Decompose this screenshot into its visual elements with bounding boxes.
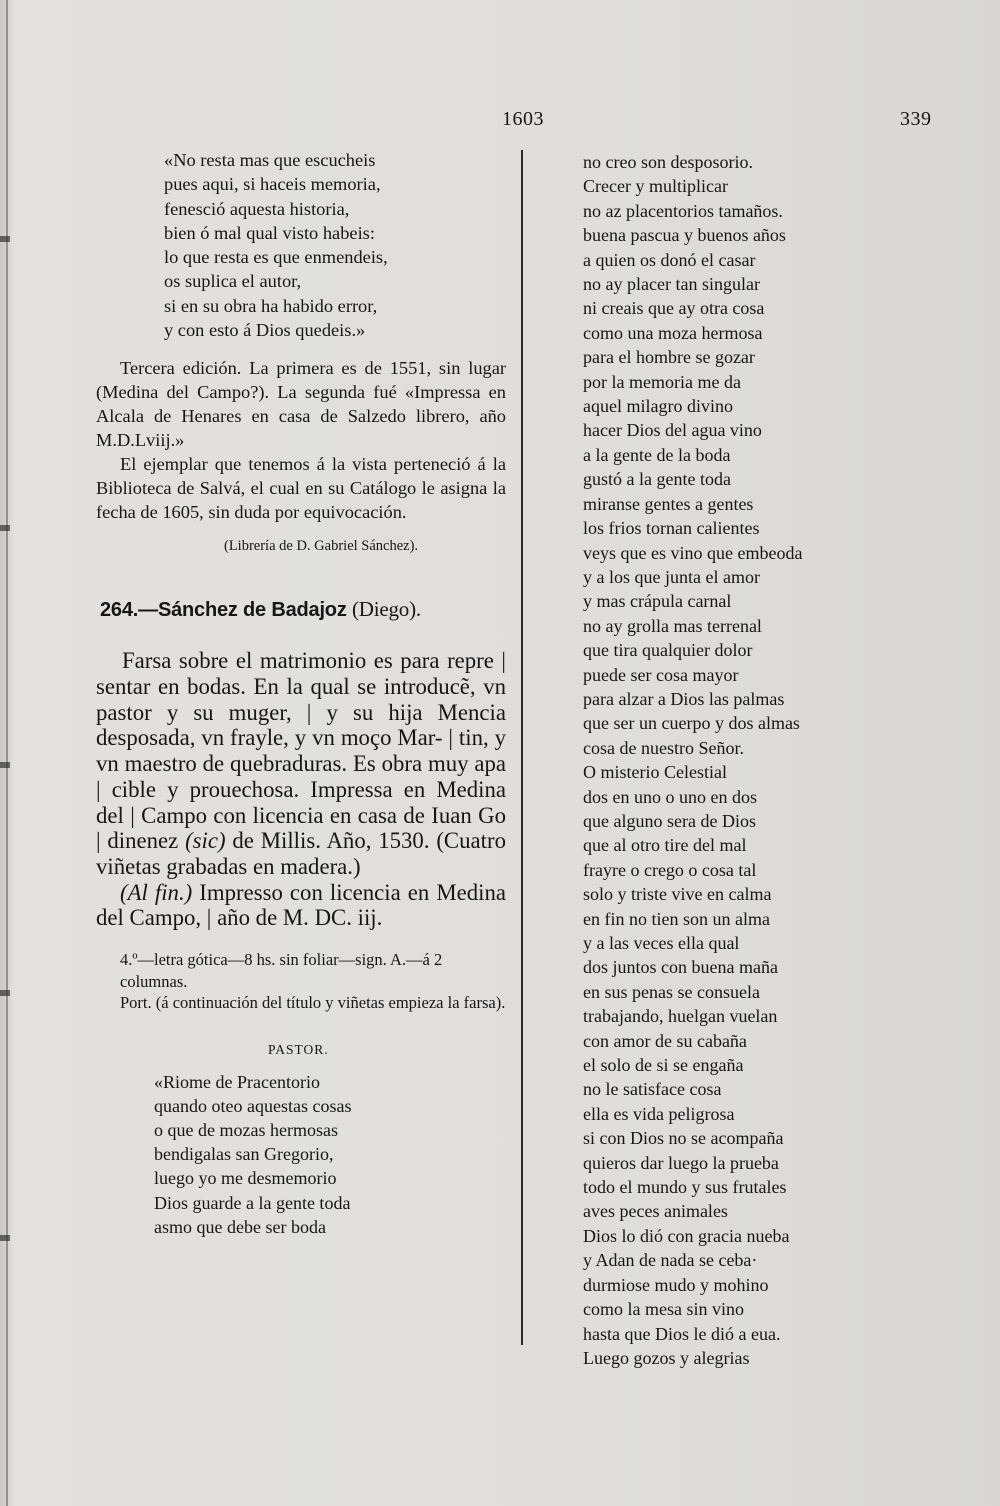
title-part-2: de Millis. Año, 1530. (Cuatro viñetas grabadas en madera.) xyxy=(96,828,506,879)
page-number: 339 xyxy=(900,108,932,130)
entry-author: —Sánchez de Badajoz xyxy=(138,599,347,622)
verse-line: en sus penas se consuela xyxy=(583,981,760,1002)
verse-line: dos en uno o uno en dos xyxy=(583,786,757,807)
verse-line: os suplica el autor, xyxy=(164,271,302,292)
verse-line: «No resta mas que escucheis xyxy=(164,150,376,170)
verse-line: durmiose mudo y mohino xyxy=(583,1274,769,1295)
verse-line: como una moza hermosa xyxy=(583,322,763,343)
verse-line: los frios tornan calientes xyxy=(583,518,760,539)
verse-line: no creo son desposorio. xyxy=(583,152,753,172)
colophon xyxy=(96,880,506,931)
verse-line: si en su obra ha habido error, xyxy=(164,295,378,316)
verse-line: y Adan de nada se ceba· xyxy=(583,1250,758,1271)
physical-description: 4.º—letra gótica—8 hs. sin foliar—sign. A.—á 2 columnas. xyxy=(120,950,443,991)
right-verse xyxy=(583,150,883,1370)
verse-line: solo y triste vive en calma xyxy=(583,884,772,905)
verse-line: trabajando, huelgan vuelan xyxy=(583,1006,778,1027)
verse-line: para alzar a Dios las palmas xyxy=(583,688,785,709)
verse-line: luego yo me desmemorio xyxy=(154,1168,337,1189)
copy-paragraph: El ejemplar que tenemos á la vista perteneció á la Biblioteca de Salvá, el cual en su Catálogo le asigna la fecha de 1605, sin duda por equivocación. xyxy=(96,454,506,523)
left-column xyxy=(96,148,506,1239)
verse-line: veys que es vino que embeoda xyxy=(583,542,803,563)
verse-line: que tira qualquier dolor xyxy=(583,640,753,661)
verse-line: buena pascua y buenos años xyxy=(583,225,786,246)
edition-paragraph: Tercera edición. La primera es de 1551, sin lugar (Medina del Campo?). La segunda fué «Impressa en Alcala de Henares en casa de Salzedo librero, año M.D.Lviij.» xyxy=(96,358,506,451)
verse-line: que al otro tire del mal xyxy=(583,835,747,856)
verse-line: puede ser cosa mayor xyxy=(583,664,739,685)
verse-line: no ay placer tan singular xyxy=(583,274,760,295)
verse-line: no az placentorios tamaños. xyxy=(583,200,783,221)
verse-line: en fin no tien son un alma xyxy=(583,908,770,929)
margin-mark xyxy=(0,762,10,768)
margin-mark xyxy=(0,1235,10,1241)
margin-mark xyxy=(0,236,10,242)
verse-line: o que de mozas hermosas xyxy=(154,1120,338,1141)
margin-mark xyxy=(0,990,10,996)
sic-note: (sic) xyxy=(185,828,226,854)
verse-line: quieros dar luego la prueba xyxy=(583,1152,779,1173)
verse-line: fenesció aquesta historia, xyxy=(164,198,350,219)
verse-line: a la gente de la boda xyxy=(583,444,731,465)
verse-line: cosa de nuestro Señor. xyxy=(583,737,744,758)
verse-line: dos juntos con buena maña xyxy=(583,957,778,978)
source-note: (Librería de D. Gabriel Sánchez). xyxy=(224,538,419,555)
verse-line: no ay grolla mas terrenal xyxy=(583,615,762,636)
verse-line: Luego gozos y alegrias xyxy=(583,1347,750,1368)
binding-edge xyxy=(6,0,8,1506)
right-column xyxy=(583,150,883,1370)
closing-verse xyxy=(154,1070,506,1239)
title-part-1: Farsa sobre el matrimonio es para repre | sentar en bodas. En la qual se introducẽ, vn pastor y su muger, | y su hija Mencia desposada, vn frayle, y vn moço Mar- | tin, y vn maestro de quebraduras. Es obra muy apa | cible y prouechosa. Impressa en Medina del | Campo con licencia en casa de Iuan Go | dinenez xyxy=(96,648,506,854)
verse-line: Dios lo dió con gracia nueba xyxy=(583,1225,790,1246)
verse-line: que ser un cuerpo y dos almas xyxy=(583,713,800,734)
verse-line: bien ó mal qual visto habeis: xyxy=(164,222,375,243)
colophon-text: Impresso con licencia en Medina del Campo, | año de M. DC. iij. xyxy=(96,879,506,931)
running-header-year: 1603 xyxy=(502,108,544,130)
verse-line: no le satisface cosa xyxy=(583,1079,722,1100)
verse-line: «Riome de Pracentorio xyxy=(154,1071,320,1092)
verse-line: O misterio Celestial xyxy=(583,762,727,783)
verse-line: si con Dios no se acompaña xyxy=(583,1128,784,1149)
verse-line: miranse gentes a gentes xyxy=(583,493,754,514)
verse-line: hasta que Dios le dió a eua. xyxy=(583,1323,781,1344)
title-page-note: Port. (á continuación del título y viñetas empieza la farsa). xyxy=(120,993,506,1013)
verse-line: Crecer y multiplicar xyxy=(583,176,728,197)
verse-line: asmo que debe ser boda xyxy=(154,1216,326,1237)
verse-line: Dios guarde a la gente toda xyxy=(154,1192,351,1213)
verse-line: que alguno sera de Dios xyxy=(583,810,756,831)
verse-line: gustó a la gente toda xyxy=(583,469,731,490)
margin-mark xyxy=(0,525,10,531)
verse-line: y a las veces ella qual xyxy=(583,933,740,953)
verse-line: a quien os donó el casar xyxy=(583,249,756,270)
verse-line: y mas crápula carnal xyxy=(583,591,732,612)
verse-line: para el hombre se gozar xyxy=(583,347,755,368)
verse-line: aves peces animales xyxy=(583,1201,728,1222)
entry-heading xyxy=(100,597,506,622)
verse-line: ni creais que ay otra cosa xyxy=(583,298,765,319)
verse-line: todo el mundo y sus frutales xyxy=(583,1177,787,1198)
verse-line: lo que resta es que enmendeis, xyxy=(164,247,388,268)
opening-verse xyxy=(164,148,506,342)
verse-line: frayre o crego o cosa tal xyxy=(583,859,757,880)
verse-line: quando oteo aquestas cosas xyxy=(154,1095,352,1116)
speaker-label: PASTOR. xyxy=(268,1041,329,1057)
verse-line: bendigalas san Gregorio, xyxy=(154,1144,334,1165)
entry-number: 264. xyxy=(100,599,139,622)
verse-line: pues aqui, si haceis memoria, xyxy=(164,174,381,195)
column-divider xyxy=(521,150,523,1345)
verse-line: hacer Dios del agua vino xyxy=(583,420,762,441)
verse-line: aquel milagro divino xyxy=(583,396,733,417)
title-transcription xyxy=(96,648,506,879)
verse-line: el solo de si se engaña xyxy=(583,1055,744,1076)
verse-line: por la memoria me da xyxy=(583,371,741,392)
verse-line: y a los que junta el amor xyxy=(583,566,760,587)
verse-line: con amor de su cabaña xyxy=(583,1030,747,1051)
verse-line: y con esto á Dios quedeis.» xyxy=(164,320,366,341)
verse-line: como la mesa sin vino xyxy=(583,1299,744,1320)
verse-line: ella es vida peligrosa xyxy=(583,1103,735,1124)
entry-author-given: (Diego). xyxy=(351,597,421,622)
colophon-label: (Al fin.) xyxy=(120,879,193,905)
